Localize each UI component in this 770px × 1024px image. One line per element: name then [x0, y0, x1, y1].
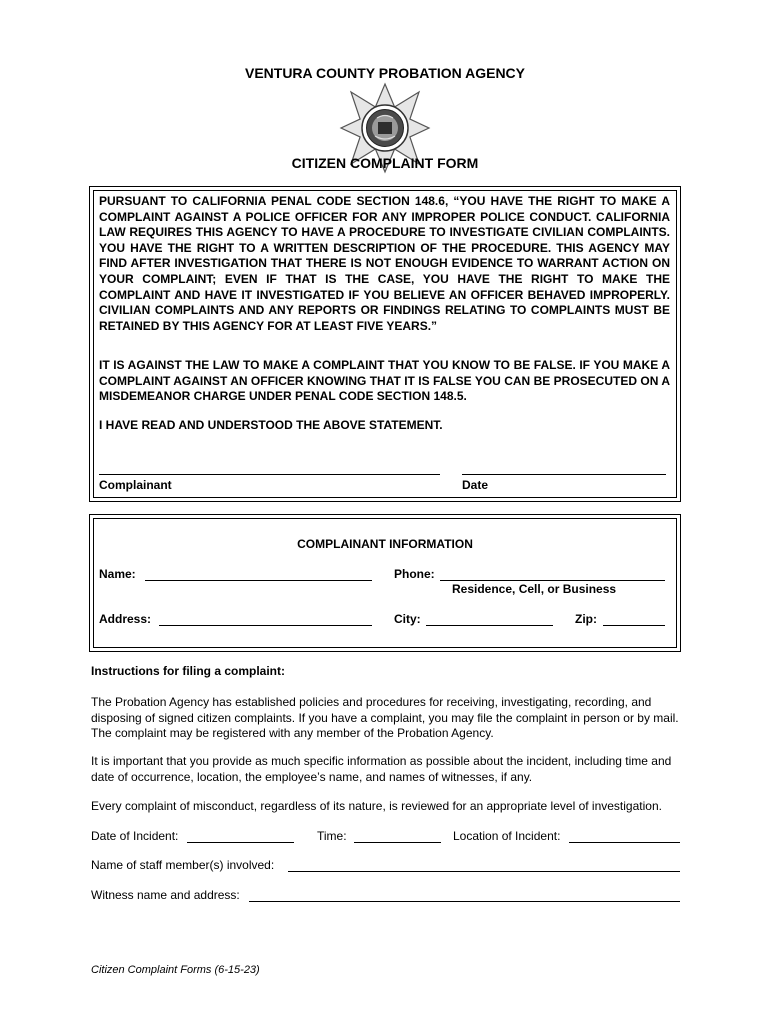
date-of-incident-field[interactable] [187, 842, 294, 843]
false-complaint-warning: IT IS AGAINST THE LAW TO MAKE A COMPLAINT THAT YOU KNOW TO BE FALSE. IF YOU MAKE A COMPLAINT AGAINST AN OFFICER KNOWING THAT IT IS FALSE YOU CAN BE PROSECUTED ON A MISDEMEANOR CHARGE UNDER PENAL CODE SECTION 148.5. [99, 358, 670, 404]
staff-involved-field[interactable] [288, 871, 680, 872]
complainant-info-heading: COMPLAINANT INFORMATION [297, 537, 473, 551]
zip-field[interactable] [603, 625, 665, 626]
statement-paragraph: PURSUANT TO CALIFORNIA PENAL CODE SECTION 148.6, “YOU HAVE THE RIGHT TO MAKE A COMPLAINT AGAINST A POLICE OFFICER FOR ANY IMPROPER POLICE CONDUCT. CALIFORNIA LAW REQUIRES THIS AGENCY TO HAVE A PROCEDURE TO INVESTIGATE CIVILIAN COMPLAINTS. YOU HAVE THE RIGHT TO A WRITTEN DESCRIPTION OF THE PROCEDURE. THIS AGENCY MAY FIND AFTER INVESTIGATION THAT THERE IS NOT ENOUGH EVIDENCE TO WARRANT ACTION ON YOUR COMPLAINT; EVEN IF THAT IS THE CASE, YOU HAVE THE RIGHT TO MAKE THE COMPLAINT AND HAVE IT INVESTIGATED IF YOU BELIEVE AN OFFICER BEHAVED IMPROPERLY. CIVILIAN COMPLAINTS AND ANY REPORTS OR FINDINGS RELATING TO COMPLAINTS MUST BE RETAINED BY THIS AGENCY FOR AT LEAST FIVE YEARS.” [99, 194, 670, 333]
city-label: City: [394, 612, 421, 626]
location-of-incident-field[interactable] [569, 842, 680, 843]
date-of-incident-label: Date of Incident: [91, 829, 179, 843]
signature-date-line[interactable] [462, 474, 666, 475]
complainant-label: Complainant [99, 478, 172, 492]
witness-field[interactable] [249, 901, 680, 902]
address-label: Address: [99, 612, 152, 626]
date-label: Date [462, 478, 489, 492]
time-field[interactable] [354, 842, 441, 843]
staff-involved-label: Name of staff member(s) involved: [91, 858, 275, 872]
instructions-paragraph-1: The Probation Agency has established policies and procedures for receiving, investigating, recording, and disposing of signed citizen complaints. If you have a complaint, you may file the complaint in person or by mail. The complaint may be registered with any member of the Probation Agency. [91, 695, 679, 740]
phone-field[interactable] [440, 580, 665, 581]
address-field[interactable] [159, 625, 372, 626]
zip-label: Zip: [575, 612, 597, 626]
form-title: CITIZEN COMPLAINT FORM [291, 155, 479, 171]
footer-form-id: Citizen Complaint Forms (6-15-23) [91, 964, 260, 976]
agency-title: VENTURA COUNTY PROBATION AGENCY [244, 65, 525, 81]
instructions-heading: Instructions for filing a complaint: [91, 664, 286, 678]
name-label: Name: [99, 567, 136, 581]
phone-label: Phone: [394, 567, 435, 581]
phone-hint: Residence, Cell, or Business [452, 582, 617, 596]
name-field[interactable] [145, 580, 372, 581]
acknowledge-statement: I HAVE READ AND UNDERSTOOD THE ABOVE STATEMENT. [99, 418, 443, 432]
city-field[interactable] [426, 625, 553, 626]
witness-label: Witness name and address: [91, 888, 240, 902]
instructions-paragraph-2: It is important that you provide as much specific information as possible about the incident, including time and date of occurrence, location, the employee’s name, and names of witnesses, if any. [91, 754, 672, 784]
complainant-signature-line[interactable] [99, 474, 440, 475]
time-label: Time: [317, 829, 347, 843]
instructions-paragraph-3: Every complaint of misconduct, regardless of its nature, is reviewed for an appropriate level of investigation. [91, 799, 662, 813]
location-of-incident-label: Location of Incident: [453, 829, 561, 843]
